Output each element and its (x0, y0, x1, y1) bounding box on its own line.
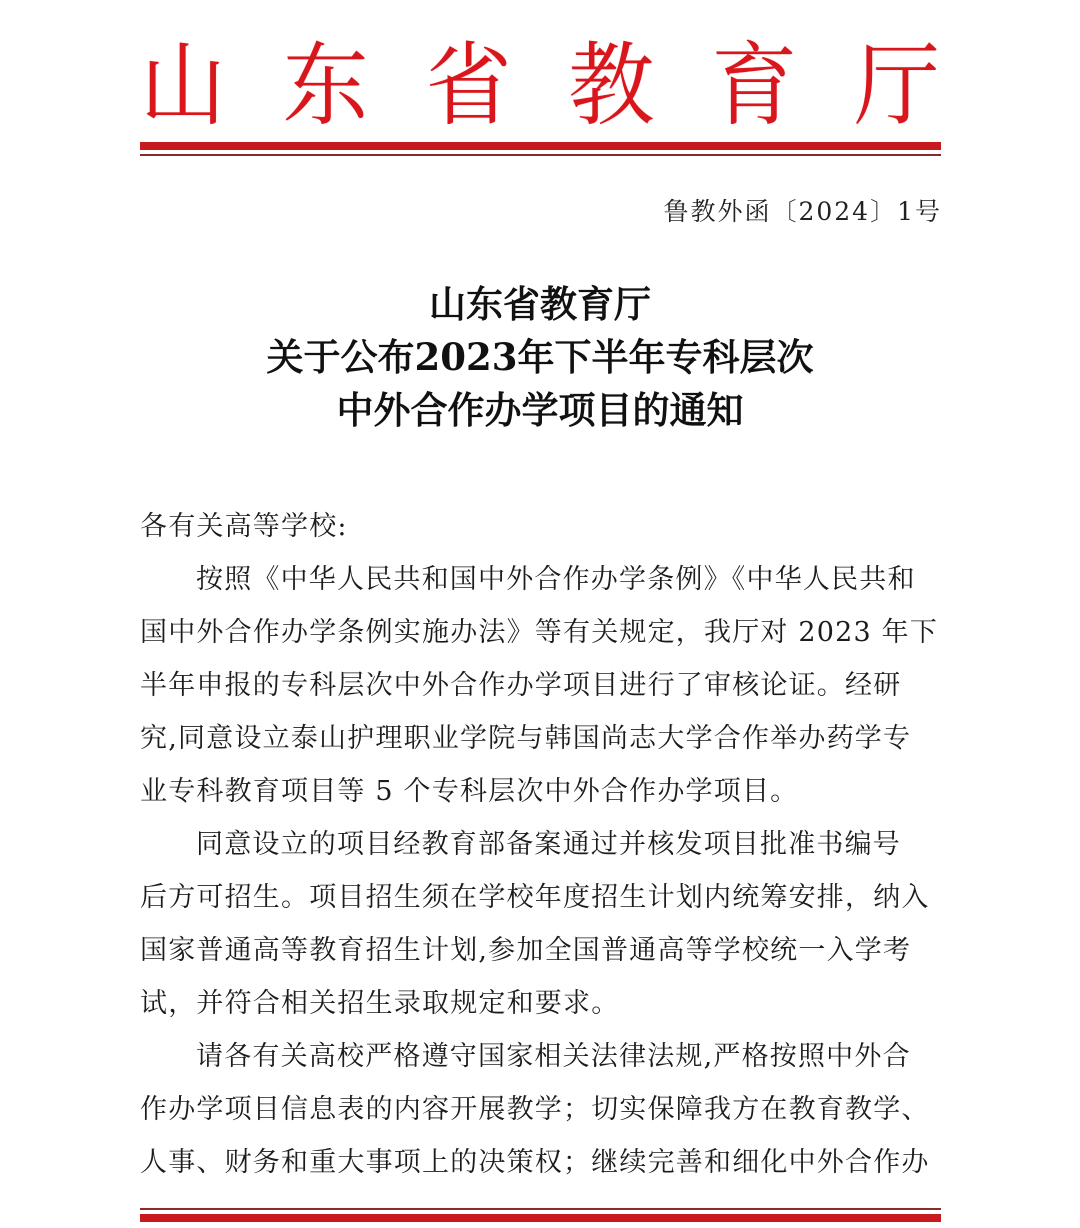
salutation: 各有关高等学校: (140, 511, 348, 542)
masthead (140, 33, 940, 139)
body-line: 国家普通高等教育招生计划,参加全国普通高等学校统一入学考 (140, 935, 912, 966)
title-line-2: 关于公布2023年下半年专科层次 (266, 335, 814, 379)
document-body (140, 500, 940, 1189)
body-line: 人事、财务和重大事项上的决策权；继续完善和细化中外合作办 (140, 1147, 930, 1178)
masthead-char: 省 (425, 33, 512, 139)
bottom-red-rule-thick (140, 1214, 941, 1222)
body-line: 按照《中华人民共和国中外合作办学条例》《中华人民共和 (196, 564, 916, 595)
masthead-char: 山 (140, 33, 226, 139)
body-line: 究,同意设立泰山护理职业学院与韩国尚志大学合作举办药学专 (140, 723, 912, 754)
document-number: 鲁教外函〔2024〕1号 (663, 197, 942, 226)
masthead-char: 教 (568, 33, 655, 139)
masthead-char: 育 (711, 33, 798, 139)
body-line: 业专科教育项目等 5 个专科层次中外合作办学项目。 (140, 776, 799, 807)
body-line: 后方可招生。项目招生须在学校年度招生计划内统筹安排，纳入 (140, 882, 930, 913)
body-line: 同意设立的项目经教育部备案通过并核发项目批准书编号 (196, 829, 901, 860)
title-line-3: 中外合作办学项目的通知 (336, 388, 744, 432)
title-line-1: 山东省教育厅 (429, 282, 651, 326)
top-red-rule-thick (140, 142, 941, 150)
body-line: 国中外合作办学条例实施办法》等有关规定，我厅对 2023 年下 (140, 617, 939, 648)
body-line: 试，并符合相关招生录取规定和要求。 (140, 988, 620, 1019)
masthead-char: 厅 (853, 33, 940, 139)
body-line: 请各有关高校严格遵守国家相关法律法规,严格按照中外合 (196, 1041, 911, 1072)
body-line: 半年申报的专科层次中外合作办学项目进行了审核论证。经研 (140, 670, 902, 701)
top-red-rule-thin (140, 154, 941, 156)
document-title (140, 278, 940, 437)
bottom-red-rule-thin (140, 1208, 941, 1210)
masthead-char: 东 (282, 33, 369, 139)
body-line: 作办学项目信息表的内容开展教学；切实保障我方在教育教学、 (140, 1094, 930, 1125)
